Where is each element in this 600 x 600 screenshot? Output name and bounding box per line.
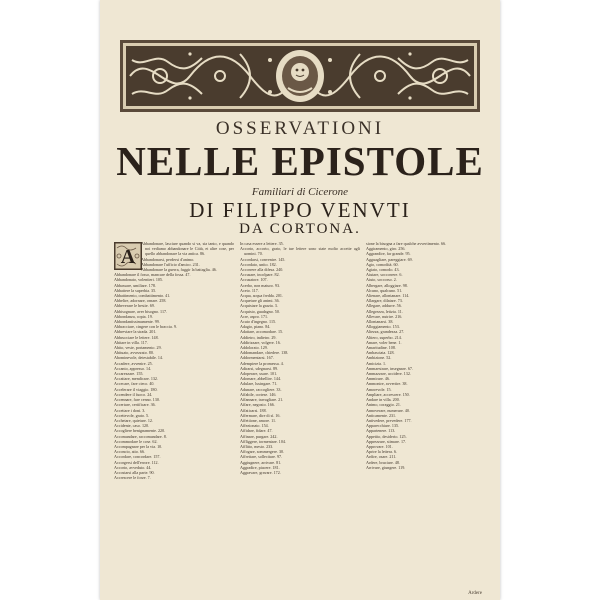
index-entry: Affaticarsi. 188. (240, 407, 267, 413)
index-entry: Abbattere la superbia. 35. (114, 287, 157, 293)
index-entry: Ammirare. 46. (366, 376, 390, 382)
index-entry: Acconcio, atto. 66. (114, 449, 146, 455)
index-entry: Ambasciata. 128. (366, 350, 395, 356)
index-entry: Abbreviare la strada. 201. (114, 329, 157, 335)
index-entry: Accadere, avvenire. 25. (114, 360, 153, 366)
index-entry: Affare, negozio. 166. (240, 402, 275, 408)
index-entry: Accettevole, grato. 5. (114, 412, 150, 418)
index-entry: Accertare, certificare. 36. (114, 402, 156, 408)
index-entry: Amare, voler bene. 1. (366, 339, 402, 345)
index-entry: Abbandonarsi, perdersi d'animo. (141, 256, 195, 262)
index-entry: Aggrandire, far grande. 95. (366, 251, 411, 257)
index-entry: Accorgersi dell'errore. 112. (114, 459, 159, 465)
column-2-entries (240, 241, 360, 475)
index-entry: Apprezzare, stimare. 17. (366, 438, 407, 444)
catchword: Ardere (468, 591, 482, 596)
index-entry: Accanto, appresso. 14. (114, 365, 152, 371)
index-entry: Aggiugnere, arrivare. 81. (240, 459, 282, 465)
index-entry: Approvare. 101. (366, 443, 393, 449)
ornamental-headpiece (120, 40, 480, 112)
index-entry: Acqua, acqua fredda. 201. (240, 293, 283, 299)
index-entry: Ambizione. 52. (366, 355, 392, 361)
index-entry: Affannare, travagliare. 21. (240, 397, 284, 403)
index-entry: Affogare, sommergere. 30. (240, 449, 285, 455)
index-entry: Accordare, concordare. 157. (114, 454, 161, 460)
index-entry: Accidente, caso. 120. (114, 423, 150, 429)
index-entry: Acquisto, guadagno. 50. (240, 308, 280, 314)
index-column-2 (240, 241, 360, 593)
index-entry: Affezionato. 154. (240, 423, 269, 429)
index-entry: Accostarsi alla parte. 90. (114, 469, 155, 475)
index-entry: Arrivare, giungere. 119. (366, 464, 406, 470)
index-entry: Abbattimento, combattimento. 41. (114, 293, 171, 299)
index-entry: In casa essere a lettere. 35. (240, 241, 284, 246)
index-entry: Acchetare, quietare. 12. (114, 417, 153, 423)
index-entry: Affinare, purgare. 242. (240, 433, 278, 439)
index-column-3 (366, 241, 486, 593)
index-entry: Amorevole. 15. (366, 386, 392, 392)
index-entry: Ampliare, accrescere. 150. (366, 391, 410, 397)
index-entry: Abbisognare, aver bisogno. 117. (114, 308, 168, 314)
index-entry: Addietro, indietro. 29. (240, 334, 277, 340)
title-line-2: NELLE EPISTOLE (116, 138, 484, 184)
index-entry: Abito, veste, portamento. 29. (114, 345, 162, 351)
index-entry: Addomandare, chiedere. 138. (240, 350, 289, 356)
index-entry: Anticamente. 231. (366, 412, 397, 418)
index-entry: Accelerare il viaggio. 180. (114, 386, 158, 392)
index-entry: Abominevole, detestabile. 14. (114, 355, 163, 361)
index-entry: Altezza, grandezza. 27. (366, 329, 405, 335)
index-entry: Addormentarsi. 167. (240, 355, 274, 361)
index-entry: Addirizzare, volgere. 16. (240, 339, 281, 345)
index-entry: Alloggiamento. 153. (366, 324, 400, 330)
index-entry: Antivedere, prevedere. 177. (366, 417, 412, 423)
index-entry: Aggiramento, giro. 256. (366, 246, 406, 252)
initial-letter: A (120, 246, 136, 268)
decorated-initial-icon (114, 242, 142, 270)
index-entry: Accattare, mendicare. 132. (114, 376, 158, 382)
index-entry: Adempiere la promessa. 4. (240, 360, 284, 366)
title-line-5: DA CORTONA. (239, 221, 361, 237)
book-page (100, 0, 500, 600)
index-entry: Accettare i doni. 3. (114, 407, 146, 413)
index-entry: Abbandonare la guerra, fuggir la battaglia. 46. (141, 267, 217, 273)
index-entry: Aiuto, soccorso. 2. (366, 277, 397, 283)
index-entry: Acerbo, non maturo. 93. (240, 282, 281, 288)
index-entry: Ammaestrare, insegnare. 67. (366, 365, 413, 371)
title-line-3: Familiari di Cicerone (251, 186, 349, 198)
index-entry: Accennare, fare cenno. 130. (114, 397, 160, 403)
index-entry: Afflitto, mesto. 233. (240, 443, 274, 449)
index-entry: Accorto, avveduto. 44. (114, 464, 152, 470)
index-entry: Allegrezza, letizia. 11. (366, 308, 403, 314)
index-entry: Accompagnare per la via. 10. (114, 443, 163, 449)
index-entry: Amaritudine. 108. (366, 345, 396, 351)
index-entry: Alienare, allontanare. 114. (366, 293, 410, 299)
index-entry: Ardire, osare. 211. (366, 454, 397, 460)
index-entry: Alcuno, qualcuno. 51. (366, 287, 403, 293)
index-entry: Accecare, fare cieco. 40. (114, 381, 155, 387)
index-entry: Accusare, incolpare. 82. (240, 272, 280, 278)
index-entry: Accarezzare. 155. (114, 371, 144, 377)
index-entry: Adirarsi, sdegnarsi. 89. (240, 365, 279, 371)
index-entry: Accendere il fuoco. 24. (114, 391, 153, 397)
index-entry: Adunare, raccogliere. 33. (240, 386, 282, 392)
index-entry: Albergare, alloggiare. 98. (366, 282, 408, 288)
headpiece-ornament-icon (120, 40, 480, 112)
index-entry: Agiato, comodo. 43. (366, 267, 400, 273)
index-entry: Affermare, dire di sì. 16. (240, 412, 281, 418)
title-line-1: OSSERVATIONI (215, 118, 385, 139)
index-entry: Altiero, superbo. 214. (366, 334, 402, 340)
index-entry: Allegare, addurre. 56. (366, 303, 402, 309)
index-entry: Affettione, amore. 11. (240, 417, 277, 423)
decorated-initial (114, 242, 142, 270)
index-entry: Appartenere. 113. (366, 428, 396, 434)
index-entry: Adagio, piano. 84. (240, 324, 271, 330)
index-entry: Accommodare le cose. 62. (114, 438, 158, 444)
index-entry: Affidare, fidare. 47. (240, 428, 273, 434)
column-3-entries (366, 241, 486, 470)
index-entry: Ammonire, avvertire. 38. (366, 381, 408, 387)
index-entry: Accogliere benignamente. 220. (114, 428, 166, 434)
index-entry: Affabile, cortese. 146. (240, 391, 277, 397)
index-entry: Abbandonare l'ufficio d'amico. 231. (141, 261, 200, 267)
index-entry: Abbandonato, volentieri. 105. (114, 277, 164, 283)
index-entry: Accordarsi, convenire. 145. (240, 256, 286, 262)
index-column-1 (114, 241, 234, 593)
title-line-4: DI FILIPPO VENVTI (189, 198, 411, 222)
index-entry: Annoverare, numerare. 40. (366, 407, 410, 413)
index-entry: Aggravare, gravare. 172. (240, 469, 281, 475)
index-entry: Accusatore. 107. (240, 277, 268, 283)
index-entry: Adulare, lusingare. 71. (240, 381, 278, 387)
index-entry: Abbandonare il fosso, mancare della fossa. 47. (114, 272, 191, 278)
index-entry: Affrettare, sollecitare. 97. (240, 454, 283, 460)
index-entry: Ardere, bruciare. 48. (366, 459, 400, 465)
index-entry: Abbrucciare le lettere. 148. (114, 334, 159, 340)
index-entry: Animo, coraggio. 21. (366, 402, 401, 408)
index-entry: Allontanarsi. 38. (366, 319, 394, 325)
index-columns (114, 241, 486, 593)
index-entry: Abitare in villa. 117. (114, 339, 148, 345)
index-entry: Acre, aspro. 171. (240, 313, 269, 319)
index-entry: Accomandare, raccomandare. 8. (114, 433, 167, 439)
index-entry: Abbondanza, copia. 19. (114, 313, 153, 319)
index-entry: Aceto. 117. (240, 287, 259, 293)
index-entry: Aggradire, piacere. 181. (240, 464, 280, 470)
index-entry: Aiutare, soccorrere. 6. (366, 272, 403, 278)
index-entry: Agguagliare, pareggiare. 69. (366, 256, 413, 262)
index-entry: Abbeverare le bestie. 69. (114, 303, 155, 309)
index-entry: Accordato, unito. 182. (240, 261, 277, 267)
index-entry: Amicizia. 1. (366, 360, 387, 366)
index-entry: Abituato, avvezzato. 80. (114, 350, 154, 356)
index-entry: Ammazzare, uccidere. 132. (366, 371, 411, 377)
index-entry: Adoperare, usare. 101. (240, 371, 278, 377)
index-entry: Addolorato. 129. (240, 345, 268, 351)
index-entry: Allargare, dilatare. 73. (366, 298, 403, 304)
index-entry: Apparecchiare. 135. (366, 423, 400, 429)
index-entry: Accrescere le forze. 7. (114, 475, 151, 481)
index-entry: sione la bisogna a fare qualche avvertimento. 66. (366, 241, 447, 246)
index-entry: Acquetare gli animi. 36. (240, 298, 280, 304)
index-entry: Agio, comodità. 60. (366, 261, 399, 267)
index-entry: Andare in villa. 200. (366, 397, 400, 403)
index-entry: Abbracciare, cingere con le braccia. 9. (114, 324, 177, 330)
index-entry: Affliggere, tormentare. 104. (240, 438, 286, 444)
index-entry: Abbassare, umiliare. 178. (114, 282, 156, 288)
column-1-entries (114, 241, 234, 480)
index-entry: Acuto d'ingegno. 115. (240, 319, 277, 325)
index-entry: Allevare, nutrire. 216. (366, 313, 403, 319)
index-entry: Accorto, accorto, grato, le tue lettere sono state molto accette agli uomini. 70. (240, 246, 360, 257)
index-entry: Abbondantissimamente. 99. (114, 319, 160, 325)
index-entry: Abbelire, adornare, ornare. 258. (114, 298, 167, 304)
index-entry: Accorrere alla difesa. 240. (240, 267, 284, 273)
index-entry: Abbandonare, lasciare quando si va, sia tanto, e quando noi vediamo abbandonare le Città, et altre cose, per quello abbandonare la via antica. 86. (141, 241, 234, 257)
index-entry: Acquistare la grazia. 3. (240, 303, 278, 309)
index-entry: Aprire la lettera. 6. (366, 449, 398, 455)
index-entry: Adornare, abbellire. 144. (240, 376, 282, 382)
index-entry: Appetito, desiderio. 125. (366, 433, 407, 439)
index-entry: Adattare, accomodare. 15. (240, 329, 284, 335)
